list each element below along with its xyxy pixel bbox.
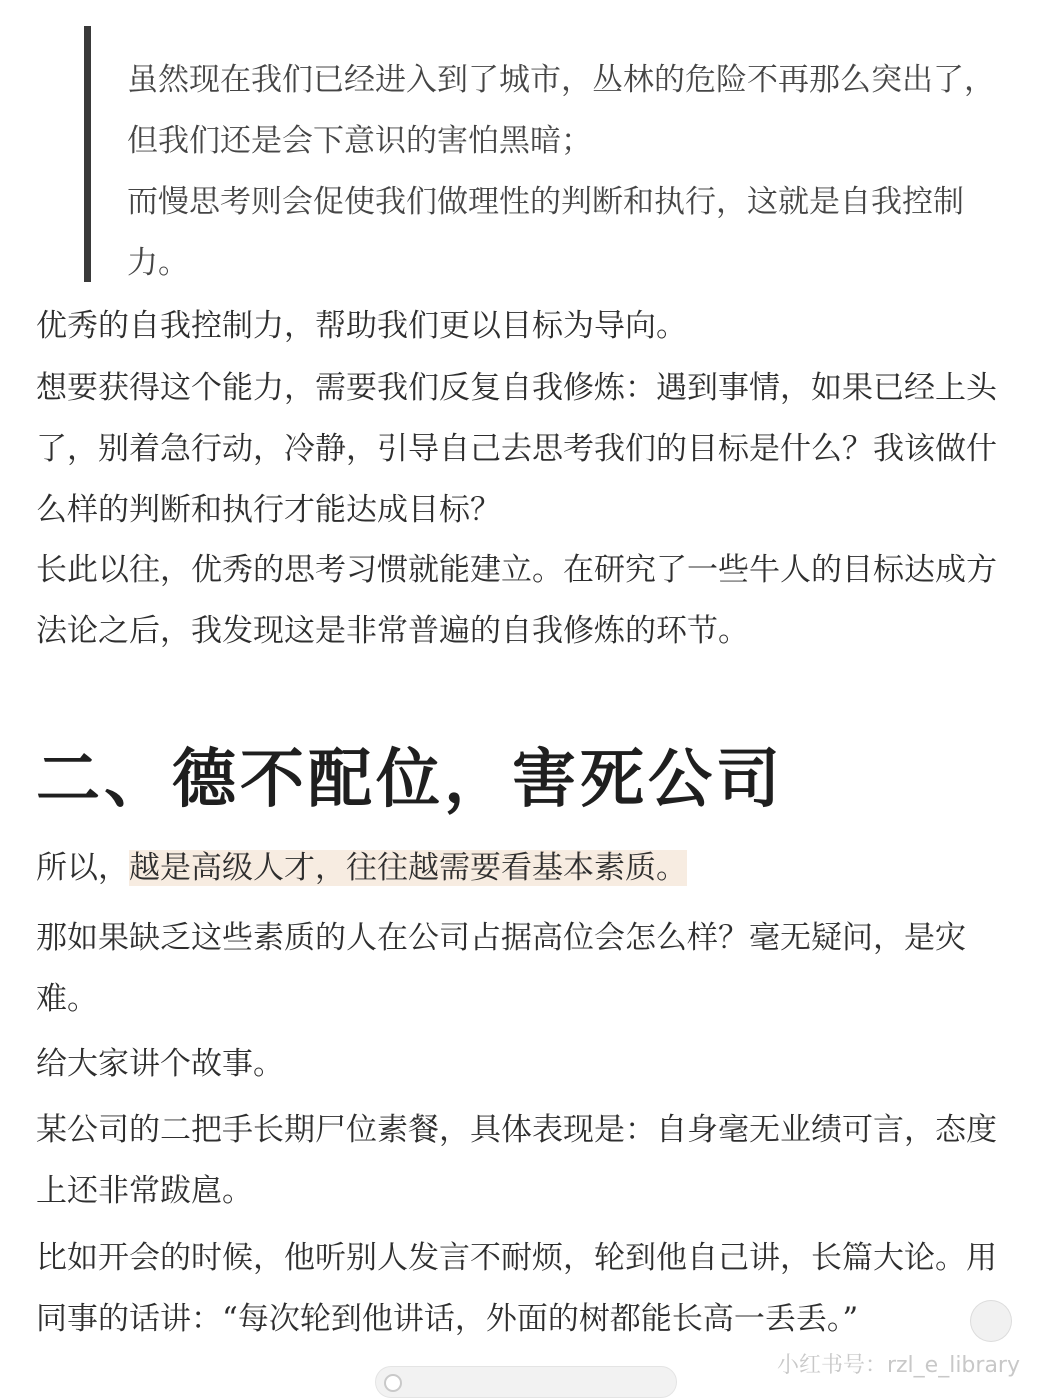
quote-line-2: 而慢思考则会促使我们做理性的判断和执行，这就是自我控制力。 [127, 184, 964, 281]
highlighted-text: 越是高级人才，往往越需要看基本素质。 [129, 850, 687, 886]
paragraph-self-control: 优秀的自我控制力，帮助我们更以目标为导向。 [36, 308, 687, 344]
paragraph-practice: 想要获得这个能力，需要我们反复自我修炼：遇到事情，如果已经上头了，别着急行动，冷静，引导自己去思考我们的目标是什么？我该做什么样的判断和执行才能达成目标？ [36, 370, 997, 528]
paragraph-story-intro: 给大家讲个故事。 [36, 1046, 284, 1082]
paragraph-story: 某公司的二把手长期尸位素餐，具体表现是：自身毫无业绩可言，态度上还非常跋扈。 [36, 1112, 997, 1209]
floating-action-button[interactable] [970, 1300, 1012, 1342]
avatar-icon [384, 1374, 402, 1392]
section-heading: 二、德不配位，害死公司 [36, 742, 784, 817]
paragraph-highlight [36, 838, 1026, 899]
paragraph-meeting: 比如开会的时候，他听别人发言不耐烦，轮到他自己讲，长篇大论。用同事的话讲：“每次轮到他讲话，外面的树都能长高一丢丢。” [36, 1240, 997, 1337]
paragraph-habit: 长此以往，优秀的思考习惯就能建立。在研究了一些牛人的目标达成方法论之后，我发现这是非常普遍的自我修炼的环节。 [36, 552, 997, 649]
bottom-comment-bar[interactable] [375, 1366, 677, 1398]
paragraph-disaster: 那如果缺乏这些素质的人在公司占据高位会怎么样？毫无疑问，是灾难。 [36, 920, 966, 1017]
quote-line-1: 虽然现在我们已经进入到了城市，丛林的危险不再那么突出了，但我们还是会下意识的害怕黑暗； [127, 62, 995, 159]
watermark: 小红书号：rzl_e_library [776, 1353, 1020, 1378]
blockquote [84, 26, 1011, 282]
highlight-prefix: 所以， [36, 850, 129, 886]
